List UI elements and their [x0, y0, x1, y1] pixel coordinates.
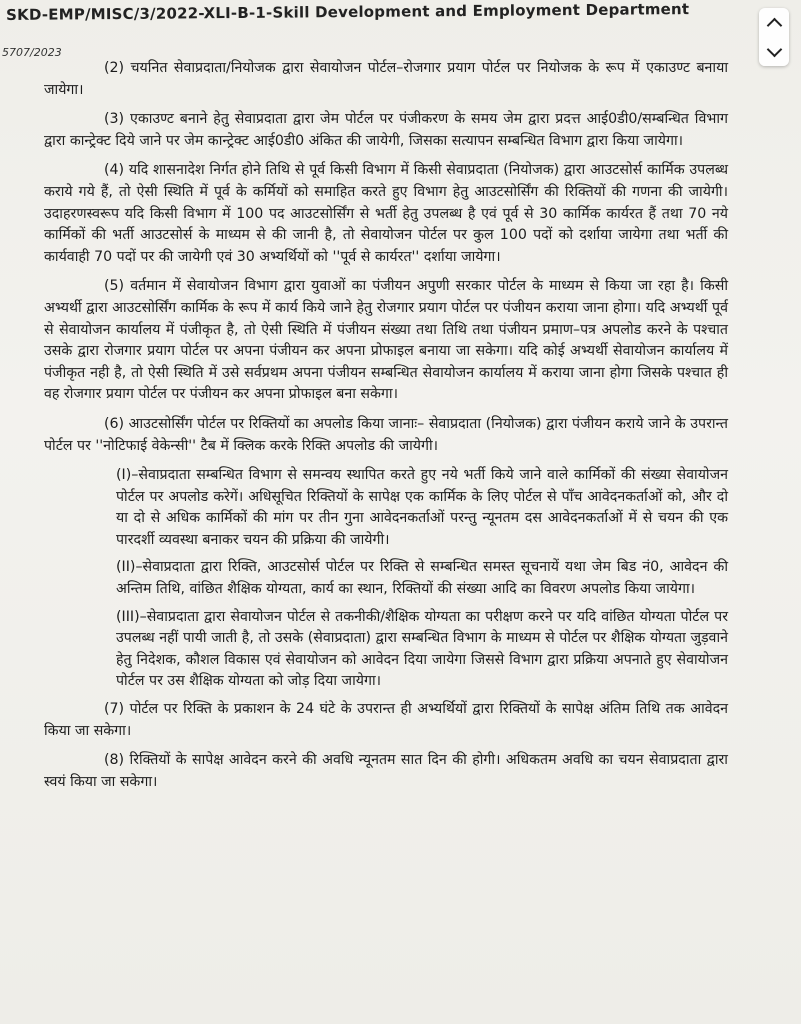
page-scroll-control: [759, 8, 789, 66]
file-reference-header: SKD-EMP/MISC/3/2022-XLI-B-1-Skill Development and Employment Department: [6, 0, 690, 24]
chevron-up-icon: [766, 17, 782, 33]
paragraph-3: (3) एकाउण्ट बनाने हेतु सेवाप्रदाता द्वारा जेम पोर्टल पर पंजीकरण के समय जेम द्वारा प्रदत्त आई0डी0/सम्बन्धित विभाग द्वारा कान्ट्रेक्ट दिये जाने पर जेम कान्ट्रेक्ट आई0डी0 अंकित की जायेगी, जिसका सत्यापन सम्बन्धित विभाग द्वारा किया जायेगा।: [44, 111, 728, 149]
document-body: [44, 58, 728, 801]
sub-item-i: (I)–सेवाप्रदाता सम्बन्धित विभाग से समन्वय स्थापित करते हुए नये भर्ती किये जाने वाले कार्मिकों की संख्या सेवायोजन पोर्टल पर अपलोड करेगें। अधिसूचित रिक्तियों के सापेक्ष एक कार्मिक के लिए पोर्टल से पाँच आवेदनकर्ताओं को, और दो या दो से अधिक कार्मिकों की मांग पर तीन गुना आवेदनकर्ताओं परन्तु न्यूनतम दस आवेदनकर्ताओं में से चयन की एक पारदर्शी व्यवस्था बनाकर चयन की प्रक्रिया की जायेगी।: [116, 467, 728, 548]
paragraph-4: (4) यदि शासनादेश निर्गत होने तिथि से पूर्व किसी विभाग में किसी सेवाप्रदाता (नियोजक) द्वारा आउटसोर्स कार्मिक उपलब्ध कराये गये हैं, तो ऐसी स्थिति में पूर्व के कर्मियों को समाहित करते हुए विभाग हेतु आउटसोर्सिंग की रिक्तियों की गणना की जायेगी। उदाहरणस्वरूप यदि किसी विभाग में 100 पद आउटसोर्सिंग से भर्ती हेतु उपलब्ध है एवं पूर्व से 30 कार्मिक कार्यरत हैं तथा 70 नये कार्मिकों की भर्ती आउटसोर्स के माध्यम से की जानी है, तो सेवायोजन पोर्टल पर कुल 100 पदों को दर्शाया जायेगा तथा भर्ती की कार्यवाही 70 पदों पर की जायेगी एवं 30 अभ्यर्थियों को ''पूर्व से कार्यरत'' दर्शाया जायेगा।: [44, 162, 728, 265]
scroll-up-button[interactable]: [759, 9, 789, 37]
paragraph-8: (8) रिक्तियों के सापेक्ष आवेदन करने की अवधि न्यूनतम सात दिन की होगी। अधिकतम अवधि का चयन सेवाप्रदाता द्वारा स्वयं किया जा सकेगा।: [44, 752, 728, 790]
sub-item-iii: (III)–सेवाप्रदाता द्वारा सेवायोजन पोर्टल से तकनीकी/शैक्षिक योग्यता का परीक्षण करने पर यदि वांछित योग्यता पोर्टल पर उपलब्ध नहीं पायी जाती है, तो उसके (सेवाप्रदाता) द्वारा सम्बन्धित विभाग के माध्यम से पोर्टल पर शैक्षिक योग्यता जुड़वाने हेतु निदेशक, कौशल विकास एवं सेवायोजन को आवेदन दिया जायेगा जिससे विभाग द्वारा प्रक्रिया अपनाते हुए सेवायोजन पोर्टल पर उस शैक्षिक योग्यता को जोड़ दिया जायेगा।: [116, 608, 728, 690]
paragraph-6: (6) आउटसोर्सिंग पोर्टल पर रिक्तियों का अपलोड किया जानाः– सेवाप्रदाता (नियोजक) द्वारा पंजीयन कराये जाने के उपरान्त पोर्टल पर ''नोटिफाई वेकेन्सी'' टैब में क्लिक करके रिक्ति अपलोड की जायेगी।: [44, 415, 728, 454]
paragraph-2: (2) चयनित सेवाप्रदाता/नियोजक द्वारा सेवायोजन पोर्टल–रोजगार प्रयाग पोर्टल पर नियोजक के रूप में एकाउण्ट बनाया जायेगा।: [44, 60, 728, 98]
paragraph-5: (5) वर्तमान में सेवायोजन विभाग द्वारा युवाओं का पंजीयन अपुणी सरकार पोर्टल के माध्यम से किया जा रहा है। किसी अभ्यर्थी द्वारा आउटसोर्सिंग कार्मिक के रूप में कार्य किये जाने हेतु रोजगार प्रयाग पोर्टल पर पंजीयन कराया जाना होगा। यदि अभ्यर्थी पूर्व से सेवायोजन कार्यालय में पंजीकृत है, तो ऐसी स्थिति में पंजीयन संख्या तथा तिथि तथा पंजीयन प्रमाण–पत्र अपलोड करने के पश्चात उसके द्वारा रोजगार प्रयाग पोर्टल पर अपना पंजीयन कर अपना प्रोफाइल बनाया जा सकेगा। यदि कोई अभ्यर्थी सेवायोजन कार्यालय में पंजीकृत नही है, तो ऐसी स्थिति में उसे सर्वप्रथम अपना पंजीयन सम्बन्धित सेवायोजन कार्यालय में कराया जाना होगा जिसके पश्चात ही वह रोजगार प्रयाग पोर्टल पर पंजीयन कर अपना प्रोफाइल बना सकेगा।: [44, 278, 728, 403]
sub-item-ii: (II)–सेवाप्रदाता द्वारा रिक्ति, आउटसोर्स पोर्टल पर रिक्ति से सम्बन्धित समस्त सूचनायें यथा जेम बिड नं0, आवेदन की अन्तिम तिथि, वांछित शैक्षिक योग्यता, कार्य का स्थान, रिक्तियों की संख्या आदि का विवरण अपलोड किया जायेगा।: [116, 559, 728, 598]
document-number: 5707/2023: [2, 46, 62, 59]
chevron-down-icon: [766, 41, 782, 57]
paragraph-7: (7) पोर्टल पर रिक्ति के प्रकाशन के 24 घंटे के उपरान्त ही अभ्यर्थियों द्वारा रिक्तियों के सापेक्ष अंतिम तिथि तक आवेदन किया जा सकेगा।: [44, 701, 728, 739]
scroll-down-button[interactable]: [759, 38, 789, 66]
